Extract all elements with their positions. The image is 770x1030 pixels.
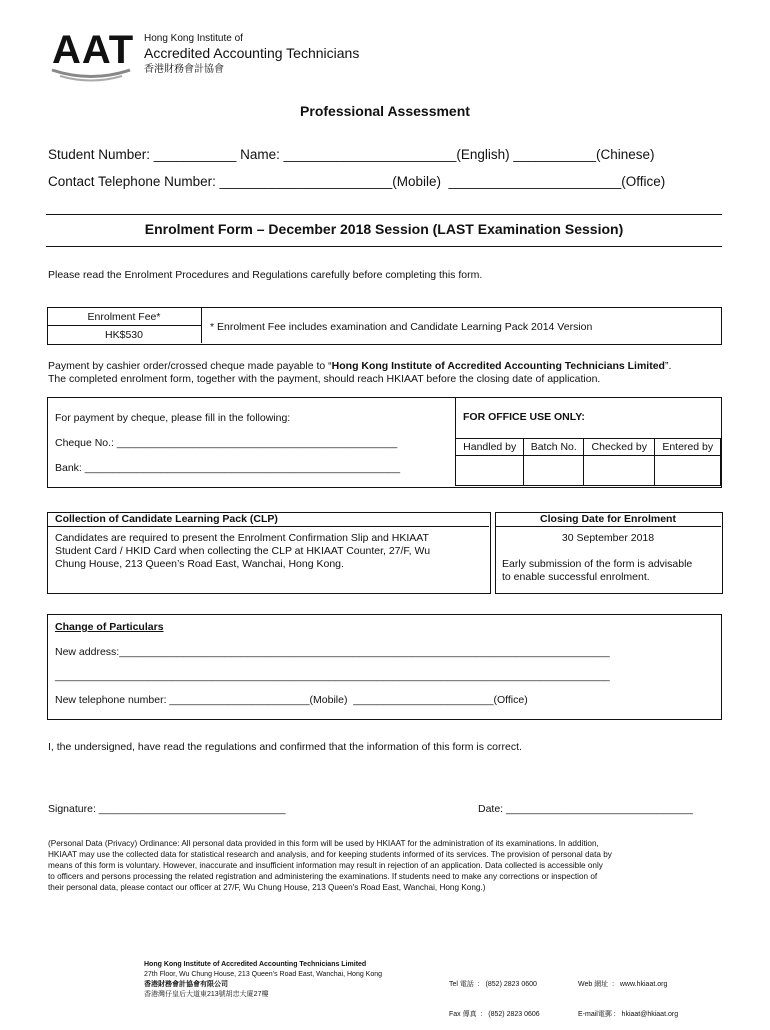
office-cell-checked: [584, 456, 655, 486]
footer-tel: Tel 電話 : (852) 2823 0600: [449, 981, 537, 988]
cheque-intro: For payment by cheque, please fill in the following:: [55, 412, 291, 424]
footer-email[interactable]: E-mail電郵 : hkiaat@hkiaat.org: [578, 1011, 679, 1018]
closing-title-divider: [495, 526, 721, 527]
fee-label: Enrolment Fee*: [87, 311, 161, 323]
payment-text-after: ”.: [664, 360, 672, 372]
office-cell-handled: [456, 456, 524, 486]
payment-text-before: Payment by cashier order/crossed cheque made payable to “: [48, 360, 332, 372]
footer-contact: [449, 960, 540, 1030]
payment-line-2: The completed enrolment form, together with the payment, should reach HKIAAT before the closing date of application.: [48, 373, 601, 385]
fee-cell-divider: [47, 325, 201, 326]
footer-web[interactable]: Web 網址 : www.hkiaat.org: [578, 981, 668, 988]
new-phone-field[interactable]: New telephone number: ________________________(Mobile) ________________________(Office): [55, 694, 528, 706]
office-col-entered: Entered by: [655, 439, 721, 456]
clp-title-divider: [47, 526, 489, 527]
bank-field[interactable]: Bank: ______________________________________________________: [55, 462, 401, 474]
logo-line-1: Hong Kong Institute of: [144, 33, 243, 44]
privacy-notice: [48, 838, 724, 893]
footer-address: 27th Floor, Wu Chung House, 213 Queen’s Road East, Wanchai, Hong Kong: [144, 971, 383, 978]
clp-line-2: Student Card / HKID Card when collecting the CLP at HKIAAT Counter, 27/F, Wu: [55, 545, 431, 557]
fee-amount: HK$530: [105, 329, 143, 341]
office-col-checked: Checked by: [584, 439, 655, 456]
closing-note-1: Early submission of the form is advisable: [502, 558, 693, 570]
logo-swoosh-icon: [50, 67, 132, 83]
logo-line-3: 香港財務會計協會: [144, 64, 224, 75]
closing-note-2: to enable successful enrolment.: [502, 571, 650, 583]
office-title: FOR OFFICE USE ONLY:: [463, 411, 585, 423]
payment-text: [48, 360, 671, 372]
privacy-line: to officers and persons processing the related registration and administering the examinations. If students need to make any corrections or inspection of: [48, 872, 598, 881]
logo-line-2: Accredited Accounting Technicians: [144, 45, 360, 61]
privacy-line: (Personal Data (Privacy) Ordinance: All personal data provided in this form will be used by HKIAAT for the administration of its examinations. In addition,: [48, 839, 599, 848]
office-col-handled: Handled by: [456, 439, 524, 456]
footer-org: [144, 960, 382, 1000]
declaration-text: I, the undersigned, have read the regulations and confirmed that the information of this form is correct.: [48, 741, 522, 753]
particulars-title: Change of Particulars: [55, 621, 164, 633]
aat-logo-mark: AAT: [52, 28, 135, 72]
closing-title: Closing Date for Enrolment: [540, 513, 676, 525]
footer-org-name: Hong Kong Institute of Accredited Accounting Technicians Limited: [144, 961, 367, 968]
contact-line[interactable]: Contact Telephone Number: _______________________(Mobile) _______________________(Office): [48, 174, 666, 189]
divider-top: [46, 214, 722, 215]
instruction-text: Please read the Enrolment Procedures and Regulations carefully before completing this form.: [48, 269, 483, 281]
footer-address-zh: 香港灣仔皇后大道東213號胡忠大廈27樓: [144, 991, 269, 998]
office-table: [455, 438, 721, 486]
clp-line-1: Candidates are required to present the Enrolment Confirmation Slip and HKIAAT: [55, 532, 429, 544]
privacy-line: means of this form is voluntary. However, inaccurate and insufficient information may result in rejection of an application. Data collected is accessible only: [48, 861, 603, 870]
footer-org-name-zh: 香港財務會計協會有限公司: [144, 981, 228, 988]
divider-bottom: [46, 246, 722, 247]
page-title: Professional Assessment: [300, 103, 470, 119]
form-title: Enrolment Form – December 2018 Session (LAST Examination Session): [144, 221, 624, 237]
privacy-line: their personal data, please contact our officer at 27/F, Wu Chung House, 213 Queen's Road East, Wanchai, Hong Kong.): [48, 883, 486, 892]
office-cell-batch: [524, 456, 584, 486]
clp-line-3: Chung House, 213 Queen’s Road East, Wanchai, Hong Kong.: [55, 558, 344, 570]
fee-note: * Enrolment Fee includes examination and Candidate Learning Pack 2014 Version: [210, 321, 593, 333]
footer-fax: Fax 傳真 : (852) 2823 0606: [449, 1011, 540, 1018]
student-line[interactable]: Student Number: ___________ Name: _______________________(English) ___________(Chinese): [48, 147, 655, 162]
cheque-number-field[interactable]: Cheque No.: ________________________________________________: [55, 437, 398, 449]
clp-title: Collection of Candidate Learning Pack (CLP): [55, 513, 278, 525]
signature-field[interactable]: Signature: ________________________________: [48, 803, 286, 815]
privacy-line: HKIAAT may use the collected data for statistical research and analysis, and for keeping students informed of its services. The provision of personal data by: [48, 850, 612, 859]
date-field[interactable]: Date: ________________________________: [478, 803, 693, 815]
closing-date: 30 September 2018: [561, 532, 655, 544]
new-address-field[interactable]: New address:____________________________________________________________________________________: [55, 646, 610, 658]
office-cell-entered: [655, 456, 721, 486]
footer-online: [578, 960, 678, 1030]
new-address-field-2[interactable]: _______________________________________________________________________________________________: [55, 670, 610, 682]
office-col-batch: Batch No.: [524, 439, 584, 456]
payment-payee: Hong Kong Institute of Accredited Accounting Technicians Limited: [331, 360, 665, 372]
